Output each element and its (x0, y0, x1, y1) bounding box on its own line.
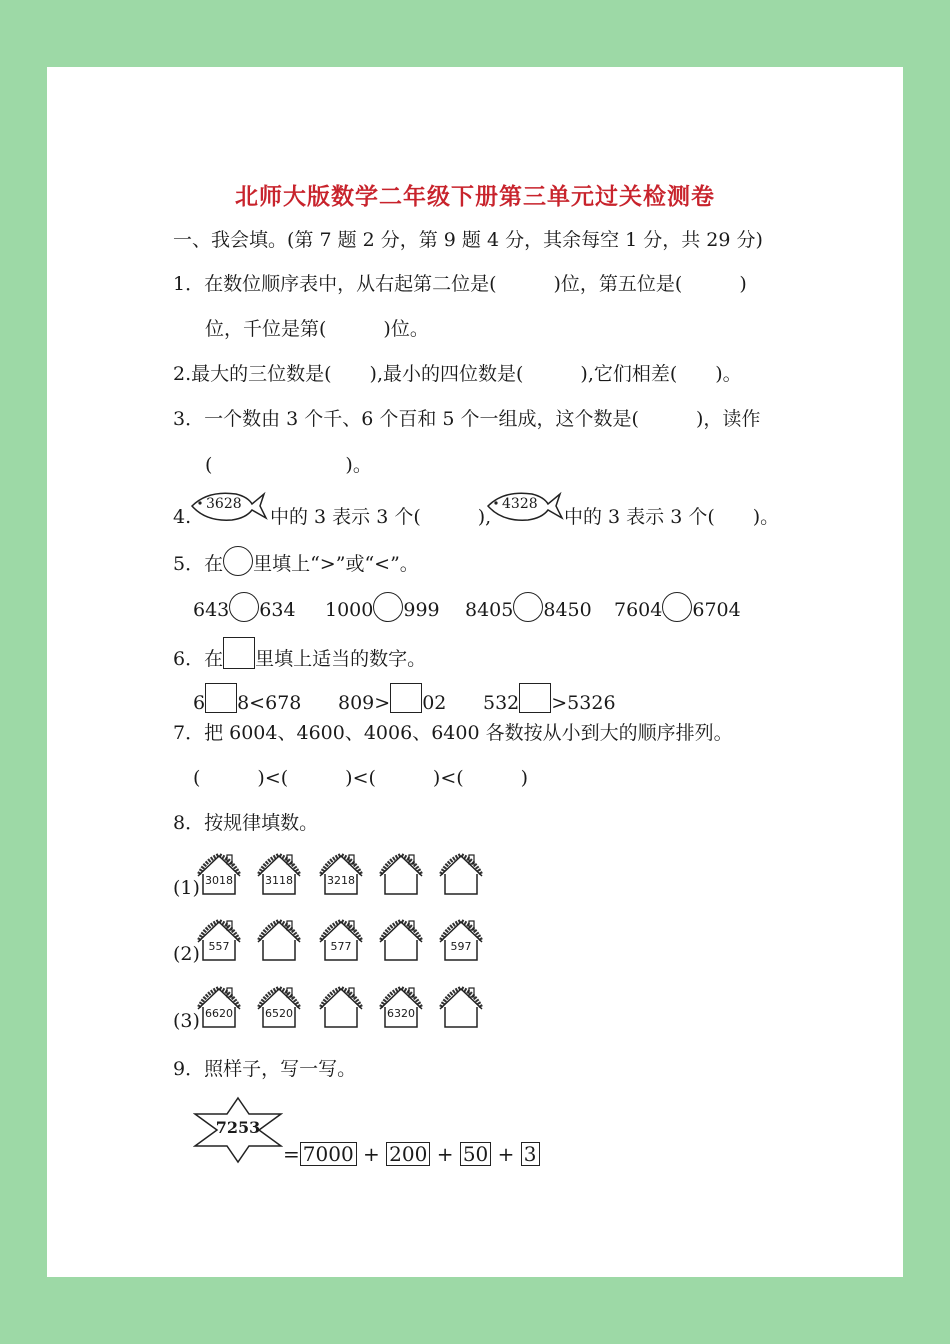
q2-text: 2.最大的三位数是( ),最小的四位数是( ),它们相差( )。 (173, 363, 742, 385)
star-icon (193, 1096, 283, 1164)
q5-pair (614, 592, 741, 622)
compare-circle[interactable] (513, 592, 543, 622)
house-icon (196, 918, 242, 964)
q6-b: 02 (422, 692, 447, 714)
house-number: 3118 (265, 874, 293, 887)
q6-b: >5326 (551, 692, 616, 714)
digit-box[interactable] (205, 683, 237, 713)
place-value-box: 3 (521, 1142, 540, 1166)
compare-circle[interactable] (229, 592, 259, 622)
digit-box-icon (223, 637, 255, 669)
q5-a: 1000 (325, 599, 374, 621)
place-value-box: 50 (460, 1142, 491, 1166)
fish-number: 3628 (206, 496, 242, 512)
q6-item (338, 683, 446, 715)
q8-row-label: (2) (173, 943, 200, 965)
house-number: 6520 (265, 1007, 293, 1020)
q8-row-label: (3) (173, 1010, 200, 1032)
q5-b: 6704 (692, 599, 741, 621)
star-number: 7253 (215, 1118, 261, 1137)
compare-circle[interactable] (373, 592, 403, 622)
house-number: 597 (450, 940, 472, 953)
q4-mid1: 中的 3 表示 3 个( ), (270, 506, 492, 528)
q4-prefix: 4. (173, 506, 192, 528)
q5-b: 634 (259, 599, 296, 621)
house-number: 577 (330, 940, 352, 953)
house-number: 3018 (205, 874, 233, 887)
digit-box[interactable] (519, 683, 551, 713)
house-icon (318, 852, 364, 898)
compare-circle[interactable] (662, 592, 692, 622)
q1-line1: 1．在数位顺序表中，从右起第二位是( )位，第五位是( ) (173, 273, 747, 295)
q5-a: 643 (193, 599, 230, 621)
q3-line1: 3．一个数由 3 个千、6 个百和 5 个一组成，这个数是( )，读作 (173, 408, 761, 430)
q6-post: 里填上适当的数字。 (255, 648, 427, 670)
q5-text (173, 546, 419, 576)
q6-text (173, 637, 426, 671)
house-icon (256, 852, 302, 898)
q6-a: 532 (483, 692, 520, 714)
q5-b: 8450 (543, 599, 592, 621)
house-icon (318, 918, 364, 964)
q5-pair (193, 592, 296, 622)
place-value-box: 7000 (300, 1142, 357, 1166)
place-value-box: 200 (386, 1142, 430, 1166)
house-number: 6320 (387, 1007, 415, 1020)
house-number: 3218 (327, 874, 355, 887)
q9-equation (283, 1142, 540, 1166)
fish-icon (484, 488, 564, 524)
q5-b: 999 (403, 599, 440, 621)
q5-pair (325, 592, 440, 622)
equals-sign: = (283, 1142, 300, 1166)
q6-a: 6 (193, 692, 206, 714)
digit-box[interactable] (390, 683, 422, 713)
q6-item (483, 683, 616, 715)
house-icon (256, 985, 302, 1031)
q8-text: 8．按规律填数。 (173, 812, 319, 834)
q1-line2: 位，千位是第( )位。 (205, 318, 429, 340)
plus-sign: + (436, 1142, 454, 1166)
q7-text: 7．把 6004、4600、4006、6400 各数按从小到大的顺序排列。 (173, 722, 733, 744)
house-icon[interactable] (256, 918, 302, 964)
q7-answer: ( )<( )<( )<( ) (193, 767, 529, 789)
house-number: 6620 (205, 1007, 233, 1020)
fish-icon (188, 488, 268, 524)
q3-line2: ( )。 (205, 454, 372, 476)
house-icon (378, 985, 424, 1031)
q6-item (193, 683, 301, 715)
house-icon (196, 852, 242, 898)
compare-circle-icon (223, 546, 253, 576)
q9-text: 9．照样子，写一写。 (173, 1058, 357, 1080)
q6-b: 8<678 (237, 692, 302, 714)
q8-row-label: (1) (173, 877, 200, 899)
q5-a: 7604 (614, 599, 663, 621)
fish-number: 4328 (502, 496, 538, 512)
plus-sign: + (363, 1142, 380, 1166)
house-icon[interactable] (378, 918, 424, 964)
q4-mid2: 中的 3 表示 3 个( )。 (564, 506, 780, 528)
q5-post: 里填上“>”或“<”。 (253, 553, 419, 575)
house-icon[interactable] (438, 985, 484, 1031)
house-icon[interactable] (378, 852, 424, 898)
q5-pair (465, 592, 592, 622)
q6-a: 809> (338, 692, 391, 714)
house-number: 557 (208, 940, 230, 953)
page-title: 北师大版数学二年级下册第三单元过关检测卷 (235, 183, 715, 210)
q5-a: 8405 (465, 599, 514, 621)
house-icon[interactable] (438, 852, 484, 898)
q5-pre: 5．在 (173, 553, 224, 575)
q6-pre: 6．在 (173, 648, 224, 670)
plus-sign: + (497, 1142, 515, 1166)
house-icon (438, 918, 484, 964)
house-icon[interactable] (318, 985, 364, 1031)
section-heading: 一、我会填。(第 7 题 2 分，第 9 题 4 分，其余每空 1 分，共 29 分) (173, 229, 763, 251)
house-icon (196, 985, 242, 1031)
